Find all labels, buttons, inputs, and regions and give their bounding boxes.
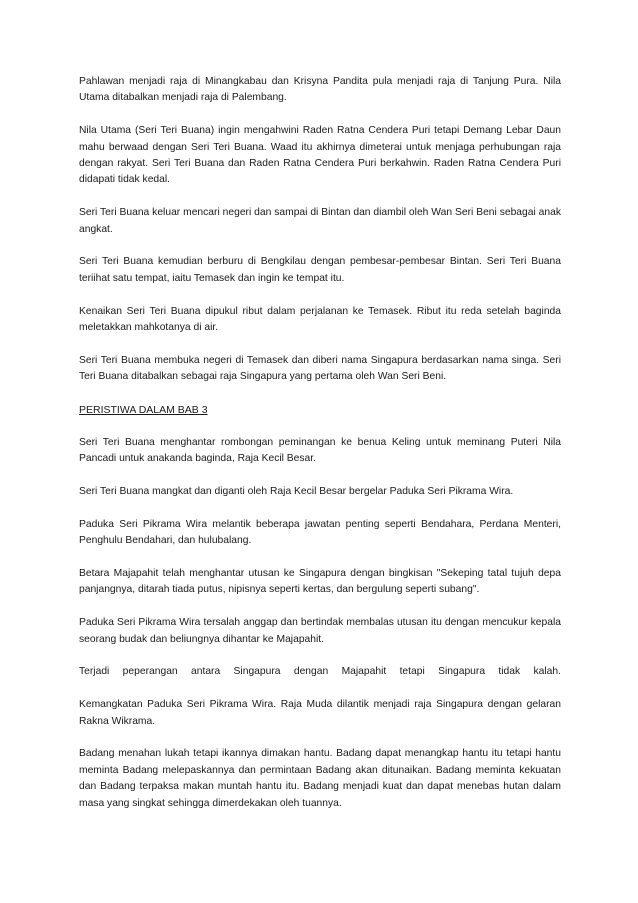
paragraph-badang: Badang menahan lukah tetapi ikannya dimakan hantu. Badang dapat menangkap hantu itu tetapi hantu meminta Badang melepaskannya dan permintaan Badang akan ditunaikan. Badang meminta kekuatan dan Badang terpaksa makan muntah hantu itu. Badang menjadi kuat dan dapat menebas hutan dalam masa yang singkat sehingga dimerdekakan oleh tuannya. — [79, 748, 561, 809]
section-heading-bab-3: PERISTIWA DALAM BAB 3 — [79, 404, 208, 417]
paragraph-berburu-bengkilau: Seri Teri Buana kemudian berburu di Bengkilau dengan pembesar-pembesar Bintan. Seri Teri Buana teriihat satu tempat, iaitu Temasek dan ingin ke tempat itu. — [79, 256, 561, 284]
paragraph-waad-demang-lebar-daun: Nila Utama (Seri Teri Buana) ingin mengahwini Raden Ratna Cendera Puri tetapi Demang Lebar Daun mahu berwaad dengan Seri Teri Buana. Waad itu akhirnya dimeterai untuk menjaga perhubungan raja dengan rakyat. Seri Teri Buana dan Raden Ratna Cendera Puri berkahwin. Raden Ratna Cendera Puri didapati tidak kedal. — [79, 125, 561, 186]
paragraph-bintan-wan-seri-beni: Seri Teri Buana keluar mencari negeri dan sampai di Bintan dan diambil oleh Wan Seri Beni sebagai anak angkat. — [79, 207, 561, 235]
paragraph-nila-utama-palembang: Pahlawan menjadi raja di Minangkabau dan Krisyna Pandita pula menjadi raja di Tanjung Pura. Nila Utama ditabalkan menjadi raja di Palembang. — [79, 76, 561, 104]
paragraph-ribut-temasek: Kenaikan Seri Teri Buana dipukul ribut dalam perjalanan ke Temasek. Ribut itu reda setelah baginda meletakkan mahkotanya di air. — [79, 305, 561, 334]
paragraph-peperangan-majapahit: Terjadi peperangan antara Singapura dengan Majapahit tetapi Singapura tidak kalah. — [79, 666, 561, 678]
paragraph-utusan-majapahit: Betara Majapahit telah menghantar utusan ke Singapura dengan bingkisan "Sekeping tatal tujuh depa panjangnya, ditarah tiada putus, nipisnya seperti kertas, dan bergulung seperti subang". — [79, 568, 561, 596]
paragraph-peminangan-keling: Seri Teri Buana menghantar rombongan peminangan ke benua Keling untuk meminang Puteri Nila Pancadi untuk anakanda baginda, Raja Kecil Besar. — [79, 436, 561, 465]
paragraph-mangkat-raja-kecil-besar: Seri Teri Buana mangkat dan diganti oleh Raja Kecil Besar bergelar Paduka Seri Pikrama Wira. — [79, 486, 514, 498]
document-body — [79, 74, 561, 828]
paragraph-melantik-jawatan: Paduka Seri Pikrama Wira melantik beberapa jawatan penting seperti Bendahara, Perdana Menteri, Penghulu Bendahari, dan hulubalang. — [79, 518, 561, 547]
paragraph-membalas-utusan: Paduka Seri Pikrama Wira tersalah anggap dan bertindak membalas utusan itu dengan mencukur kepala seorang budak dan beliungnya dihantar ke Majapahit. — [79, 617, 561, 645]
paragraph-rakna-wikrama: Kemangkatan Paduka Seri Pikrama Wira. Raja Muda dilantik menjadi raja Singapura dengan gelaran Rakna Wikrama. — [79, 699, 561, 727]
paragraph-singapura-dinamakan: Seri Teri Buana membuka negeri di Temasek dan diberi nama Singapura berdasarkan nama singa. Seri Teri Buana ditabalkan sebagai raja Singapura yang pertama oleh Wan Seri Beni. — [79, 354, 561, 383]
